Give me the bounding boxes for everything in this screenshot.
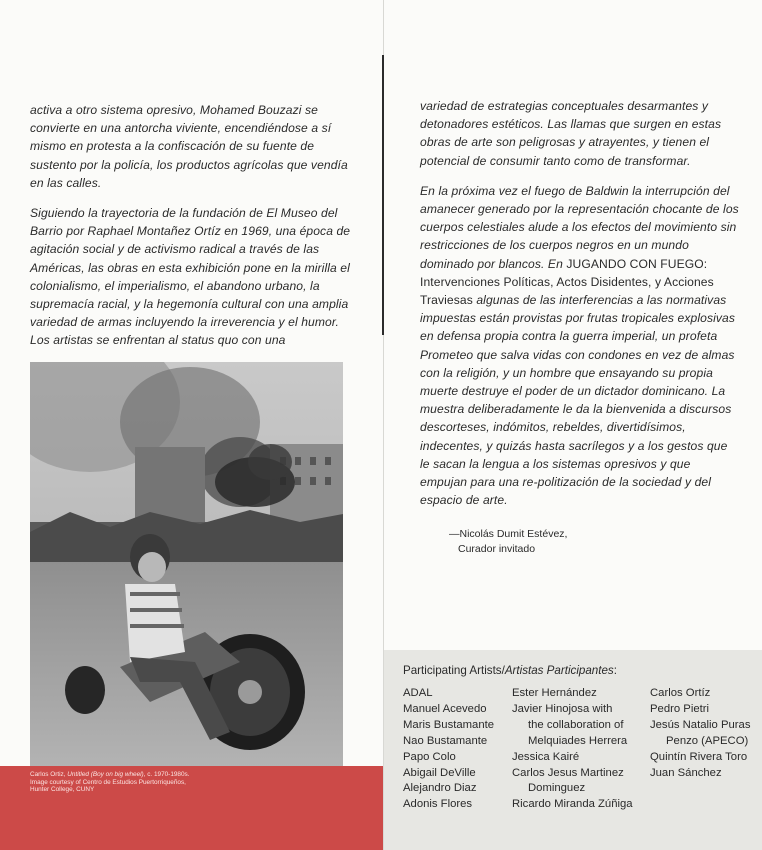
artist-name: Pedro Pietri (650, 702, 710, 715)
artist-name: Carlos Jesus Martinez (512, 766, 624, 779)
exhibition-title: JUGANDO CON FUEGO: Intervenciones Políticas, Actos Disidentes, y Acciones Traviesas (420, 256, 714, 308)
artists-heading-colon: : (613, 664, 617, 677)
caption-credit-2: Hunter College, CUNY (30, 786, 95, 794)
caption-title: Untitled (Boy on big wheel) (67, 771, 144, 778)
participating-artists-panel (384, 650, 762, 850)
photo-caption (30, 771, 290, 794)
artists-column-3 (650, 686, 750, 781)
artist-name: Javier Hinojosa with (512, 702, 613, 715)
paragraph-baldwin-part1: En la próxima vez el fuego de Baldwin la interrupción del amanecer generado por la representación chocante de los cuerpos celestiales alude a los efectos del movimiento sin restricciones de los cuerpos negros en un mundo dominado por blancos. En (420, 183, 739, 271)
artists-column-2 (512, 686, 633, 813)
right-column (420, 97, 740, 521)
artist-name-continued: Melquiades Herrera (528, 734, 628, 747)
signature (449, 527, 567, 556)
artist-name: Jessica Kairé (512, 750, 580, 763)
artist-name: Nao Bustamante (403, 734, 488, 747)
artist-name-continued: Dominguez (528, 782, 586, 795)
curator-role: Curador invitado (458, 542, 536, 555)
artist-name: Ester Hernández (512, 687, 597, 699)
artist-name: Alejandro Diaz (403, 782, 477, 795)
artist-name: Carlos Ortíz (650, 687, 711, 699)
photo-image (30, 362, 343, 767)
artists-heading-en: Participating Artists/ (403, 664, 505, 677)
photo-boy-on-big-wheel (30, 362, 343, 767)
artists-column-1 (403, 686, 494, 813)
caption-credit-1: Image courtesy of Centro de Estudios Puertorriqueños, (30, 778, 186, 786)
paragraph-museo-history: Siguiendo la trayectoria de la fundación de El Museo del Barrio por Raphael Montañez Ortíz en 1969, una época de agitación social y de activismo radical a través de las Américas, las obras en esta exhibición pone en la mirilla el colonialismo, el imperialismo, el abandono urbano, la supremacía racial, y la hegemonía cultural con una amplia variedad de armas incluyendo la irreverencia y el humor. Los artistas se enfrentan al status quo con una (30, 206, 351, 348)
artist-name-continued: Penzo (APECO) (666, 734, 749, 747)
caption-date: , c. 1970-1980s. (143, 771, 190, 778)
artist-name: Adonis Flores (403, 798, 473, 811)
curator-name: —Nicolás Dumit Estévez, (449, 528, 568, 540)
artist-name: Ricardo Miranda Zúñiga (512, 798, 633, 811)
artist-name: Quintín Rivera Toro (650, 750, 748, 763)
paragraph-baldwin-part2: algunas de las interferencias a las normativas impuestas están provistas por frutas tropicales explosivas en defensa propia contra la guerra imperial, un profeta Prometeo que salva vidas con condones en vez de almas con la religión, y un hombre que ensayando su propia muerte destruye el poder de un dictador dominicano. La muestra deliberadamente le da la bienvenida a discursos descorteses, indómitos, rebeldes, divertidísimos, indecentes, y quizás hasta sacrílegos y a los gestos que le sacan la lengua a los sistemas opresivos y que empujan para una re-politización de la sociedad y del espacio de arte. (420, 293, 736, 508)
artist-name: Jesús Natalio Puras (650, 718, 751, 731)
paragraph-baldwin (420, 182, 740, 510)
left-column (30, 101, 360, 362)
caption-artist: Carlos Ortiz, (30, 771, 68, 778)
paragraph-strategies: variedad de estrategias conceptuales desarmantes y detonadores estéticos. Las llamas que surgen en estas obras de arte son peligrosas y atrayentes, y tienen el potencial de consumir tanto como de transformar. (420, 99, 722, 168)
artist-name: Maris Bustamante (403, 718, 495, 731)
artists-heading (403, 664, 617, 677)
caption-bar (0, 766, 383, 850)
artist-name: Juan Sánchez (650, 766, 722, 779)
paragraph-bouzazi: activa a otro sistema opresivo, Mohamed Bouzazi se convierte en una antorcha viviente, encendiéndose a sí mismo en protesta a la confiscación de su fuente de sustento por la policía, los productos agrícolas que vendía en las calles. (30, 103, 348, 190)
artist-name: ADAL (403, 687, 433, 699)
artist-name: Manuel Acevedo (403, 702, 487, 715)
artists-heading-es: Artistas Participantes (504, 664, 614, 677)
caption-line-1 (30, 771, 290, 779)
artist-name: Papo Colo (403, 750, 456, 763)
artist-name-continued: the collaboration of (528, 718, 624, 731)
artist-name: Abigail DeVille (403, 766, 476, 779)
vertical-rule (382, 55, 384, 335)
